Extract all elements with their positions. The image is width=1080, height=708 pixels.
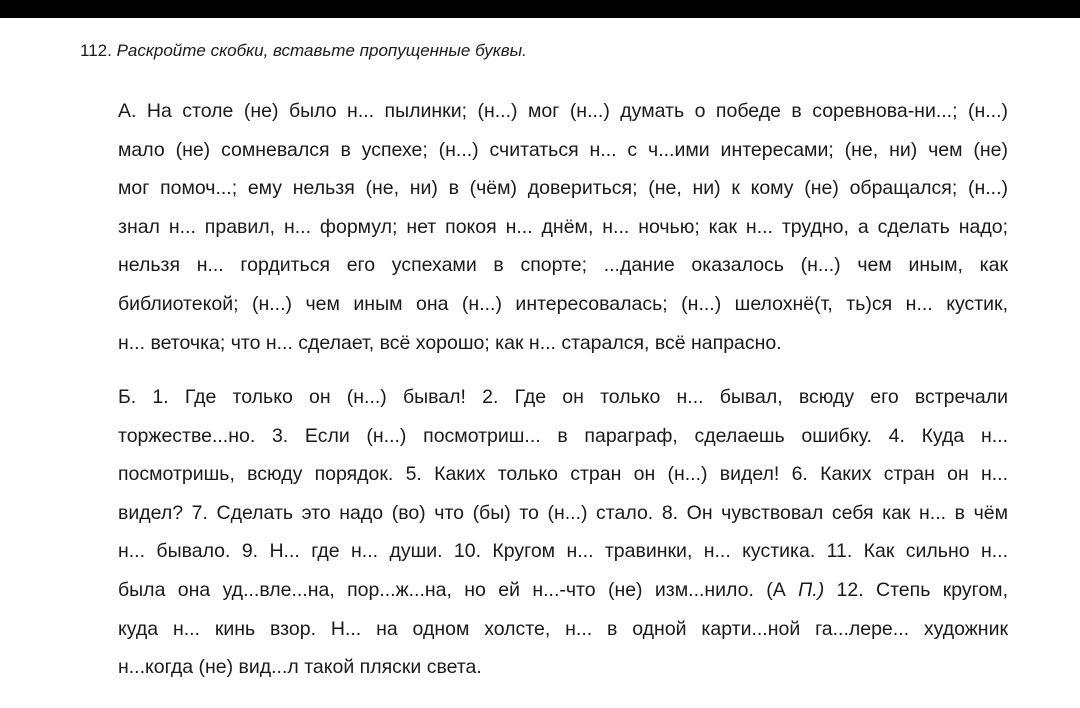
section-a-line: мог помоч...; ему нельзя (не, ни) в (чём) довериться; (не, ни) к кому (не) обращался; (н...) — [118, 177, 1008, 200]
section-a-line: мало (не) сомневался в успехе; (н...) считаться н... с ч...ими интересами; (не, ни) чем (не) — [118, 138, 1008, 161]
section-a-line: нельзя н... гордиться его успехами в спорте; ...дание оказалось (н...) чем иным, как — [118, 254, 1008, 277]
exercise-heading — [80, 40, 527, 62]
section-a-line: А. На столе (не) было н... пылинки; (н...) мог (н...) думать о победе в соревнова-ни...; (н...) — [118, 100, 1008, 122]
author-initial: П.) — [798, 578, 825, 601]
section-b-line: куда н... кинь взор. Н... на одном холсте, н... в одной карти...ной га...лере... художник — [118, 617, 1008, 640]
line-text: была она уд...вле...на, пор...ж...на, но ей н...-что (не) изм...нило. (А — [118, 578, 799, 601]
section-b-line: н... бывало. 9. Н... где н... души. 10. Кругом н... травинки, н... кустика. 11. Как сильно н... — [118, 540, 1008, 563]
exercise-number: 112. — [80, 41, 112, 60]
section-b-line: торжестве...но. 3. Если (н...) посмотриш... в параграф, сделаешь ошибку. 4. Куда н... — [118, 424, 1008, 447]
section-b-line: видел? 7. Сделать это надо (во) что (бы) то (н...) стало. 8. Он чувствовал себя как н... в чём — [118, 501, 1008, 524]
section-b-line: Б. 1. Где только он (н...) бывал! 2. Где он только н... бывал, всюду его встречали — [118, 386, 1008, 408]
section-a-line: библиотекой; (н...) чем иным она (н...) интересовалась; (н...) шелохнё(т, ть)ся н... кустик, — [118, 292, 1008, 315]
top-black-bar — [0, 0, 1080, 18]
section-b-paragraph — [118, 378, 1008, 687]
section-a-paragraph — [118, 92, 1008, 362]
line-text: 12. Степь кругом, — [824, 578, 1008, 601]
section-b-line: н...когда (не) вид...л такой пляски света. — [118, 656, 482, 679]
section-a-line: н... веточка; что н... сделает, всё хорошо; как н... старался, всё напрасно. — [118, 331, 782, 354]
section-b-line: посмотришь, всюду порядок. 5. Каких только стран он (н...) видел! 6. Каких стран он н... — [118, 463, 1008, 486]
exercise-task: Раскройте скобки, вставьте пропущенные буквы. — [116, 41, 527, 60]
section-a-line: знал н... правил, н... формул; нет покоя н... днём, н... ночью; как н... трудно, а сделать надо; — [118, 215, 1008, 238]
section-b-line — [118, 571, 1008, 610]
